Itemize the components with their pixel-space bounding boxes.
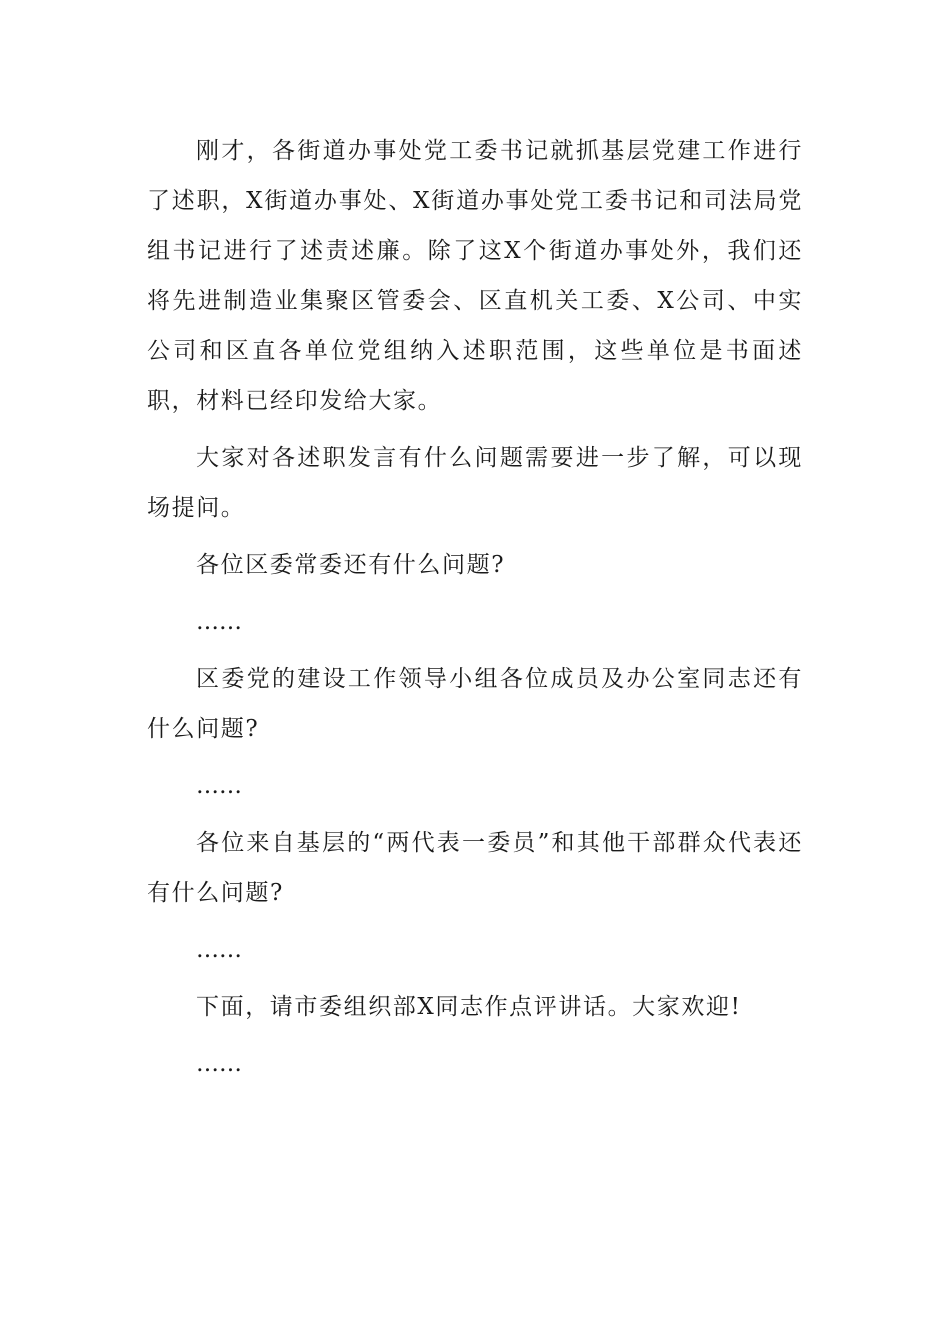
paragraph-representatives-question: 各位来自基层的“两代表一委员”和其他干部群众代表还有什么问题? — [147, 830, 803, 906]
paragraph-ellipsis: …… — [196, 937, 242, 963]
paragraph-invite-questions: 大家对各述职发言有什么问题需要进一步了解，可以现场提问。 — [147, 445, 803, 521]
paragraph-opening: 刚才，各街道办事处党工委书记就抓基层党建工作进行了述职，X街道办事处、X街道办事处党工委书记和司法局党组书记进行了述责述廉。除了这X个街道办事处外，我们还将先进制造业集聚区管委会、区直机关工委、X公司、中实公司和区直各单位党组纳入述职范围，这些单位是书面述职，材料已经印发给大家。 — [147, 138, 803, 414]
paragraph-standing-committee-question: 各位区委常委还有什么问题? — [196, 552, 506, 578]
document-body — [147, 126, 803, 1089]
paragraph-ellipsis: …… — [196, 773, 242, 799]
paragraph-leading-group-question: 区委党的建设工作领导小组各位成员及办公室同志还有什么问题? — [147, 666, 803, 742]
paragraph-ellipsis: …… — [196, 1051, 242, 1077]
paragraph-ellipsis: …… — [196, 609, 242, 635]
paragraph-invite-speech: 下面，请市委组织部X同志作点评讲话。大家欢迎! — [196, 994, 742, 1020]
